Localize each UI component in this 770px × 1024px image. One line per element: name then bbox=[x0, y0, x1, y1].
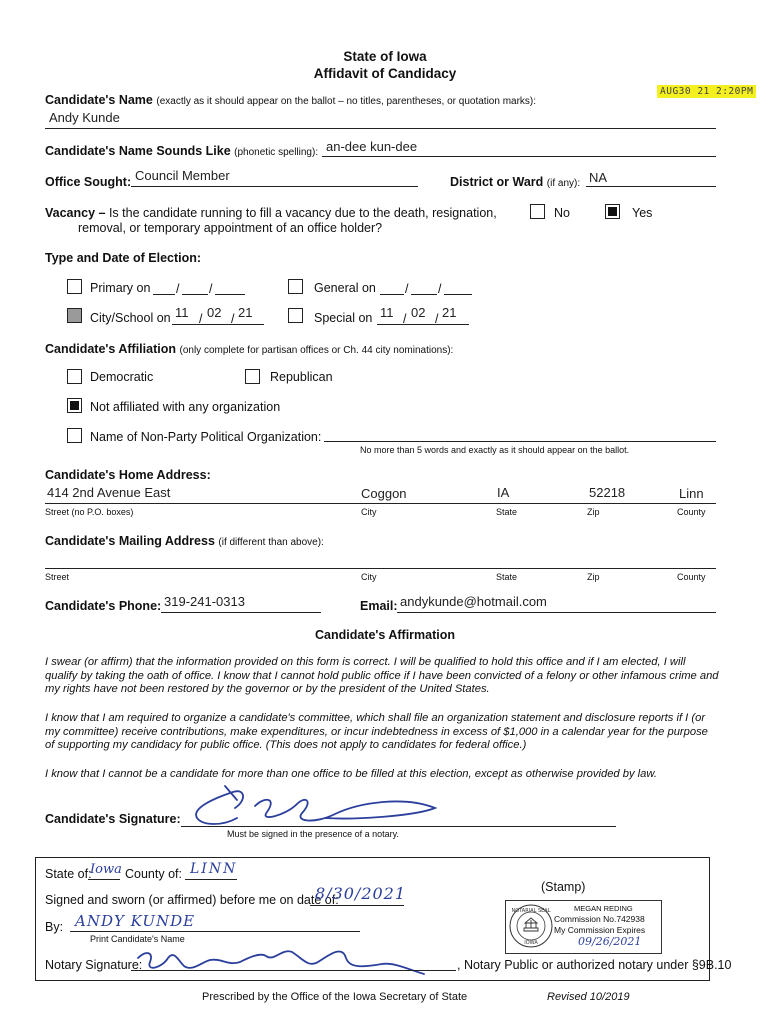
email-line bbox=[397, 612, 716, 613]
mailing-address-note: (if different than above): bbox=[218, 537, 324, 548]
notary-signature-label: Notary Signature: bbox=[45, 958, 143, 972]
vacancy-yes-label: Yes bbox=[632, 206, 653, 220]
special-date-line bbox=[377, 324, 469, 325]
stamp-label: (Stamp) bbox=[541, 880, 586, 894]
district-label: District or Ward bbox=[450, 175, 544, 189]
non-party-checkbox[interactable] bbox=[67, 428, 82, 443]
seal-state-text: IOWA bbox=[524, 940, 538, 946]
primary-sep2: / bbox=[209, 282, 213, 296]
mailing-street-label: Street bbox=[45, 572, 70, 582]
vacancy-text-line2: removal, or temporary appointment of an office holder? bbox=[78, 221, 383, 235]
not-affiliated-label: Not affiliated with any organization bbox=[90, 400, 281, 414]
home-street-value[interactable]: 414 2nd Avenue East bbox=[47, 485, 171, 500]
notary-sworn-line bbox=[310, 905, 404, 906]
general-sep2: / bbox=[438, 282, 442, 296]
phone-line bbox=[161, 612, 321, 613]
election-heading: Type and Date of Election: bbox=[45, 251, 202, 265]
candidate-name-note: (exactly as it should appear on the ballot – no titles, parentheses, or quotation marks): bbox=[156, 96, 537, 107]
notary-signature-line bbox=[131, 970, 456, 971]
sounds-like-line bbox=[322, 156, 716, 157]
special-mm[interactable]: 11 bbox=[380, 305, 394, 320]
sounds-like-label: Candidate's Name Sounds Like bbox=[45, 144, 231, 158]
general-yy-line bbox=[444, 294, 472, 295]
email-value[interactable]: andykunde@hotmail.com bbox=[400, 594, 547, 609]
primary-mm-line bbox=[153, 294, 175, 295]
affirmation-heading: Candidate's Affirmation bbox=[314, 628, 456, 642]
office-sought-value[interactable]: Council Member bbox=[135, 168, 230, 183]
home-state-value[interactable]: IA bbox=[497, 485, 510, 500]
phone-value[interactable]: 319-241-0313 bbox=[164, 594, 245, 609]
notary-state-line bbox=[88, 879, 120, 880]
candidate-name-label-row bbox=[45, 93, 536, 107]
primary-sep1: / bbox=[176, 282, 180, 296]
seal-expires-value: 09/26/2021 bbox=[578, 935, 642, 948]
notary-county-label: County of: bbox=[125, 867, 182, 881]
phone-label: Candidate's Phone: bbox=[45, 599, 162, 613]
special-sep2: / bbox=[435, 312, 439, 326]
general-mm-line bbox=[380, 294, 404, 295]
notary-by-value[interactable]: ANDY KUNDE bbox=[75, 912, 196, 930]
district-line bbox=[586, 186, 716, 187]
cityschool-sep2: / bbox=[231, 312, 235, 326]
office-sought-line bbox=[131, 186, 418, 187]
form-title: State of Iowa bbox=[343, 49, 427, 64]
candidate-name-value[interactable]: Andy Kunde bbox=[49, 110, 120, 125]
vacancy-yes-checkbox[interactable] bbox=[605, 204, 620, 219]
cityschool-mm[interactable]: 11 bbox=[175, 305, 189, 320]
mailing-state-label: State bbox=[496, 572, 518, 582]
cityschool-dd[interactable]: 02 bbox=[207, 305, 222, 320]
notary-county-line bbox=[185, 879, 237, 880]
primary-yy-line bbox=[215, 294, 245, 295]
mailing-county-label: County bbox=[677, 572, 706, 582]
cityschool-sep1: / bbox=[199, 312, 203, 326]
affiliation-heading-row bbox=[45, 342, 453, 356]
home-city-label: City bbox=[361, 507, 377, 517]
notary-signature[interactable] bbox=[132, 938, 432, 980]
notary-seal bbox=[505, 900, 662, 954]
sounds-like-note: (phonetic spelling): bbox=[234, 147, 319, 158]
not-affiliated-checkbox[interactable] bbox=[67, 398, 82, 413]
footer-revised: Revised 10/2019 bbox=[547, 991, 630, 1003]
vacancy-no-label: No bbox=[554, 206, 570, 220]
seal-commission: Commission No.742938 bbox=[554, 914, 645, 924]
home-address-heading: Candidate's Home Address: bbox=[45, 468, 211, 482]
cityschool-date-line bbox=[172, 324, 264, 325]
email-label: Email: bbox=[360, 599, 398, 613]
non-party-note: No more than 5 words and exactly as it should appear on the ballot. bbox=[360, 445, 630, 455]
affirmation-paragraph-3: I know that I cannot be a candidate for more than one office to be filled at this election, except as otherwise provided by law. bbox=[45, 768, 657, 780]
special-label: Special on bbox=[314, 311, 373, 325]
cityschool-checkbox[interactable] bbox=[67, 308, 82, 323]
general-label: General on bbox=[314, 281, 376, 295]
home-zip-label: Zip bbox=[587, 507, 600, 517]
signature-line bbox=[181, 826, 616, 827]
home-address-line bbox=[45, 503, 716, 504]
democratic-label: Democratic bbox=[90, 370, 154, 384]
vacancy-question bbox=[45, 206, 497, 220]
notarial-seal-emblem-icon bbox=[508, 903, 554, 949]
non-party-line[interactable] bbox=[324, 441, 716, 442]
office-sought-label: Office Sought: bbox=[45, 175, 132, 189]
district-note: (if any): bbox=[546, 178, 581, 189]
notary-state-label: State of: bbox=[45, 867, 92, 881]
republican-checkbox[interactable] bbox=[245, 369, 260, 384]
mailing-city-label: City bbox=[361, 572, 377, 582]
cityschool-yy[interactable]: 21 bbox=[238, 305, 253, 320]
affiliation-heading: Candidate's Affiliation bbox=[45, 342, 176, 356]
republican-label: Republican bbox=[270, 370, 333, 384]
district-label-row bbox=[450, 175, 580, 189]
home-zip-value[interactable]: 52218 bbox=[589, 485, 626, 500]
cityschool-label: City/School on bbox=[90, 311, 171, 325]
received-timestamp-stamp: AUG30 21 2:20PM bbox=[657, 85, 756, 98]
affirmation-paragraph-1: I swear (or affirm) that the information provided on this form is correct. I will be qualified to hold this office and if I am elected, I will qualify by taking the oath of office. I know that I cannot hold public office if I have been convicted of a felony or other infamous crime and my rights have not been restored by the governor or by the president of the United States. bbox=[45, 656, 719, 695]
district-value[interactable]: NA bbox=[589, 170, 608, 185]
home-city-value[interactable]: Coggon bbox=[361, 486, 407, 501]
home-state-label: State bbox=[496, 507, 518, 517]
sounds-like-value[interactable]: an-dee kun-dee bbox=[326, 139, 418, 154]
special-sep1: / bbox=[403, 312, 407, 326]
non-party-label: Name of Non-Party Political Organization: bbox=[90, 430, 322, 444]
sounds-like-label-row bbox=[45, 144, 318, 158]
primary-dd-line bbox=[182, 294, 208, 295]
notary-sworn-label: Signed and sworn (or affirmed) before me on date of: bbox=[45, 893, 339, 907]
notary-signature-suffix: , Notary Public or authorized notary under §9B.10 bbox=[457, 958, 732, 972]
special-dd[interactable]: 02 bbox=[411, 305, 426, 320]
notary-state-value[interactable]: Iowa bbox=[90, 862, 122, 877]
home-county-value[interactable]: Linn bbox=[679, 486, 704, 501]
general-checkbox[interactable] bbox=[288, 279, 303, 294]
mailing-address-heading-row bbox=[45, 534, 324, 548]
candidate-name-line bbox=[45, 128, 716, 129]
candidate-name-label: Candidate's Name bbox=[45, 93, 153, 107]
home-county-label: County bbox=[677, 507, 706, 517]
print-name-label: Print Candidate's Name bbox=[90, 934, 185, 944]
footer-prescribed: Prescribed by the Office of the Iowa Secretary of State bbox=[202, 991, 468, 1003]
mailing-address-heading: Candidate's Mailing Address bbox=[45, 534, 215, 548]
seal-ring-text: NOTARIAL SEAL bbox=[511, 908, 551, 914]
special-yy[interactable]: 21 bbox=[442, 305, 457, 320]
general-dd-line bbox=[411, 294, 437, 295]
notary-county-value[interactable]: LINN bbox=[190, 861, 238, 877]
affiliation-note: (only complete for partisan offices or Ch. 44 city nominations): bbox=[179, 345, 454, 356]
form-subtitle: Affidavit of Candidacy bbox=[313, 66, 457, 81]
general-sep1: / bbox=[405, 282, 409, 296]
mailing-zip-label: Zip bbox=[587, 572, 600, 582]
special-checkbox[interactable] bbox=[288, 308, 303, 323]
signature-note: Must be signed in the presence of a notary. bbox=[227, 829, 399, 839]
vacancy-no-checkbox[interactable] bbox=[530, 204, 545, 219]
democratic-checkbox[interactable] bbox=[67, 369, 82, 384]
vacancy-label: Vacancy – bbox=[45, 206, 106, 220]
affirmation-paragraph-2: I know that I am required to organize a candidate's committee, which shall file an organization statement and disclosure reports if I (or my committee) receive contributions, make expenditures, or incur indebtedness in excess of $1,000 in a calendar year for the purpose of supporting my candidacy for public office. (This does not apply to candidates for federal office.) bbox=[45, 712, 708, 751]
notary-by-label: By: bbox=[45, 920, 64, 934]
notary-by-line bbox=[70, 931, 360, 932]
signature-label: Candidate's Signature: bbox=[45, 812, 181, 826]
notary-sworn-date[interactable]: 8/30/2021 bbox=[315, 884, 407, 903]
vacancy-text-line1: Is the candidate running to fill a vacancy due to the death, resignation, bbox=[108, 206, 497, 220]
primary-label: Primary on bbox=[90, 281, 151, 295]
seal-name: MEGAN REDING bbox=[574, 904, 633, 913]
mailing-address-line[interactable] bbox=[45, 568, 716, 569]
primary-checkbox[interactable] bbox=[67, 279, 82, 294]
seal-expires-label: My Commission Expires bbox=[554, 925, 646, 935]
home-street-label: Street (no P.O. boxes) bbox=[45, 507, 134, 517]
